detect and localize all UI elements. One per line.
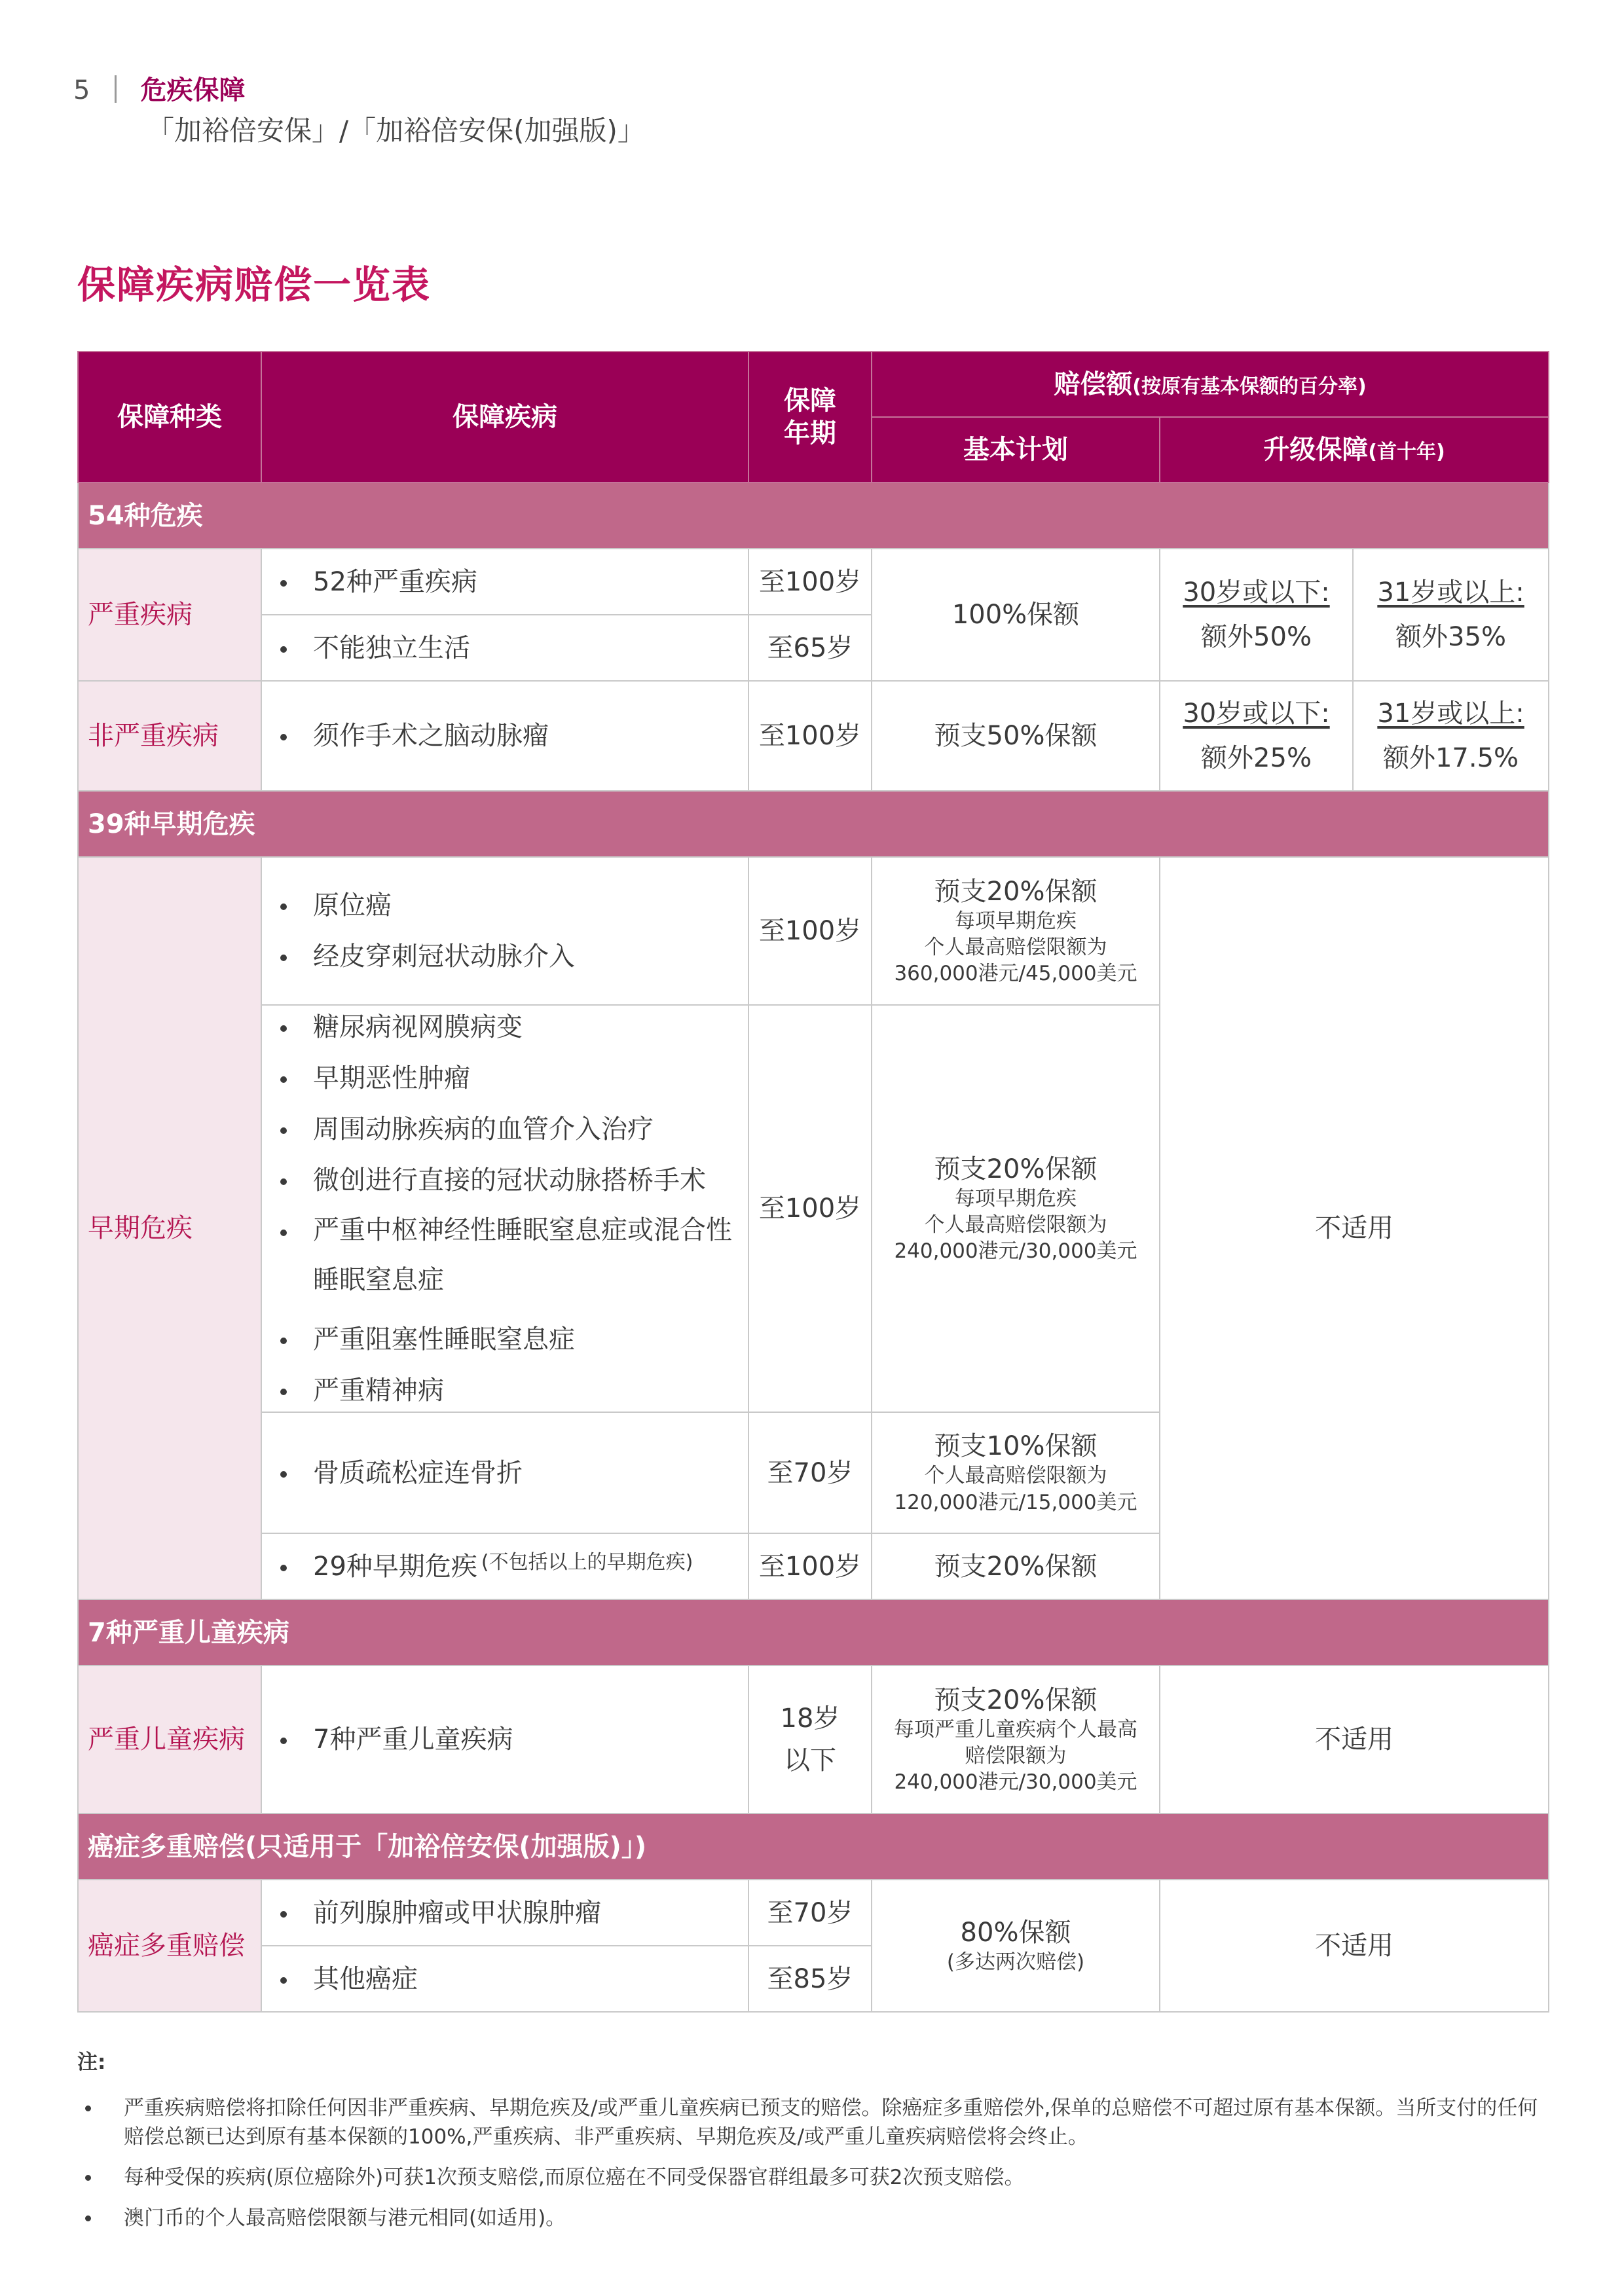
amount-cell: 80%保额 (多达两次赔偿) bbox=[872, 1880, 1160, 2012]
note-item: 每种受保的疾病(原位癌除外)可获1次预支赔偿,而原位癌在不同受保器官群组最多可获2次预支赔偿。 bbox=[77, 2163, 1548, 2192]
section-7-child: 7种严重儿童疾病 bbox=[78, 1599, 1549, 1666]
term-cell: 至65岁 bbox=[748, 615, 872, 681]
term-cell: 至100岁 bbox=[748, 857, 872, 1005]
category-nonsevere: 非严重疾病 bbox=[78, 681, 261, 791]
disease-item: 须作手术之脑动脉瘤 bbox=[261, 681, 748, 791]
page-header bbox=[73, 71, 245, 110]
term-cell: 至85岁 bbox=[748, 1946, 872, 2012]
upgrade-under30: 30岁或以下: 额外50% bbox=[1160, 549, 1353, 681]
disease-item: 29种早期危疾 (不包括以上的早期危疾) bbox=[261, 1533, 748, 1599]
amount-cell: 预支20%保额 每项早期危疾 个人最高赔偿限额为 240,000港元/30,000美元 bbox=[872, 1005, 1160, 1412]
section-name: 危疾保障 bbox=[140, 75, 246, 105]
upgrade-not-applicable: 不适用 bbox=[1160, 857, 1549, 1599]
notes-title: 注: bbox=[77, 2050, 106, 2074]
disease-item: 52种严重疾病 bbox=[261, 549, 748, 615]
category-severe: 严重疾病 bbox=[78, 549, 261, 681]
amount-cell: 预支20%保额 每项严重儿童疾病个人最高 赔偿限额为 240,000港元/30,000美元 bbox=[872, 1666, 1160, 1813]
disease-group: 糖尿病视网膜病变 早期恶性肿瘤 周围动脉疾病的血管介入治疗 微创进行直接的冠状动脉搭桥手术 严重中枢神经性睡眠窒息症或混合性睡眠窒息症 严重阻塞性睡眠窒息症 严重精神病 bbox=[261, 1005, 748, 1412]
upgrade-under30: 30岁或以下: 额外25% bbox=[1160, 681, 1353, 791]
section-39-early: 39种早期危疾 bbox=[78, 791, 1549, 857]
category-child: 严重儿童疾病 bbox=[78, 1666, 261, 1813]
disease-group: 原位癌 经皮穿刺冠状动脉介入 bbox=[261, 857, 748, 1005]
disease-item: 不能独立生活 bbox=[261, 615, 748, 681]
header-term: 保障年期 bbox=[748, 352, 872, 483]
upgrade-over31: 31岁或以上: 额外17.5% bbox=[1353, 681, 1549, 791]
upgrade-over31: 31岁或以上: 额外35% bbox=[1353, 549, 1549, 681]
header-category: 保障种类 bbox=[78, 352, 261, 483]
header-basic-plan: 基本计划 bbox=[872, 417, 1160, 483]
disease-item: 前列腺肿瘤或甲状腺肿瘤 bbox=[261, 1880, 748, 1946]
upgrade-not-applicable: 不适用 bbox=[1160, 1666, 1549, 1813]
amount-cell: 预支20%保额 bbox=[872, 1533, 1160, 1599]
amount-cell: 预支20%保额 每项早期危疾 个人最高赔偿限额为 360,000港元/45,000美元 bbox=[872, 857, 1160, 1005]
amount-cell: 预支50%保额 bbox=[872, 681, 1160, 791]
section-54-critical: 54种危疾 bbox=[78, 483, 1549, 549]
category-cancer: 癌症多重赔偿 bbox=[78, 1880, 261, 2012]
term-cell: 至100岁 bbox=[748, 549, 872, 615]
term-cell: 至70岁 bbox=[748, 1880, 872, 1946]
term-cell: 至70岁 bbox=[748, 1412, 872, 1533]
disease-item: 骨质疏松症连骨折 bbox=[261, 1412, 748, 1533]
disease-item: 其他癌症 bbox=[261, 1946, 748, 2012]
page-title: 保障疾病赔偿一览表 bbox=[77, 263, 432, 307]
section-cancer-multiple: 癌症多重赔偿(只适用于「加裕倍安保(加强版)」) bbox=[78, 1813, 1549, 1880]
upgrade-not-applicable: 不适用 bbox=[1160, 1880, 1549, 2012]
term-cell: 至100岁 bbox=[748, 1533, 872, 1599]
disease-item: 7种严重儿童疾病 bbox=[261, 1666, 748, 1813]
header-disease: 保障疾病 bbox=[261, 352, 748, 483]
product-name: 「加裕倍安保」/「加裕倍安保(加强版)」 bbox=[147, 115, 645, 147]
note-item: 澳门币的个人最高赔偿限额与港元相同(如适用)。 bbox=[77, 2204, 1548, 2232]
amount-cell: 100%保额 bbox=[872, 549, 1160, 681]
term-cell: 18岁 以下 bbox=[748, 1666, 872, 1813]
page-number: 5 bbox=[73, 75, 92, 105]
header-benefit: 赔偿额(按原有基本保额的百分率) bbox=[872, 352, 1549, 417]
header-upgrade: 升级保障(首十年) bbox=[1160, 417, 1549, 483]
benefit-table bbox=[77, 351, 1549, 2013]
header-divider bbox=[115, 75, 117, 103]
notes bbox=[77, 2048, 1548, 2244]
term-cell: 至100岁 bbox=[748, 1005, 872, 1412]
category-early: 早期危疾 bbox=[78, 857, 261, 1599]
amount-cell: 预支10%保额 个人最高赔偿限额为 120,000港元/15,000美元 bbox=[872, 1412, 1160, 1533]
note-item: 严重疾病赔偿将扣除任何因非严重疾病、早期危疾及/或严重儿童疾病已预支的赔偿。除癌症多重赔偿外,保单的总赔偿不可超过原有基本保额。当所支付的任何赔偿总额已达到原有基本保额的100%,严重疾病、非严重疾病、早期危疾及/或严重儿童疾病赔偿将会终止。 bbox=[77, 2094, 1548, 2151]
term-cell: 至100岁 bbox=[748, 681, 872, 791]
